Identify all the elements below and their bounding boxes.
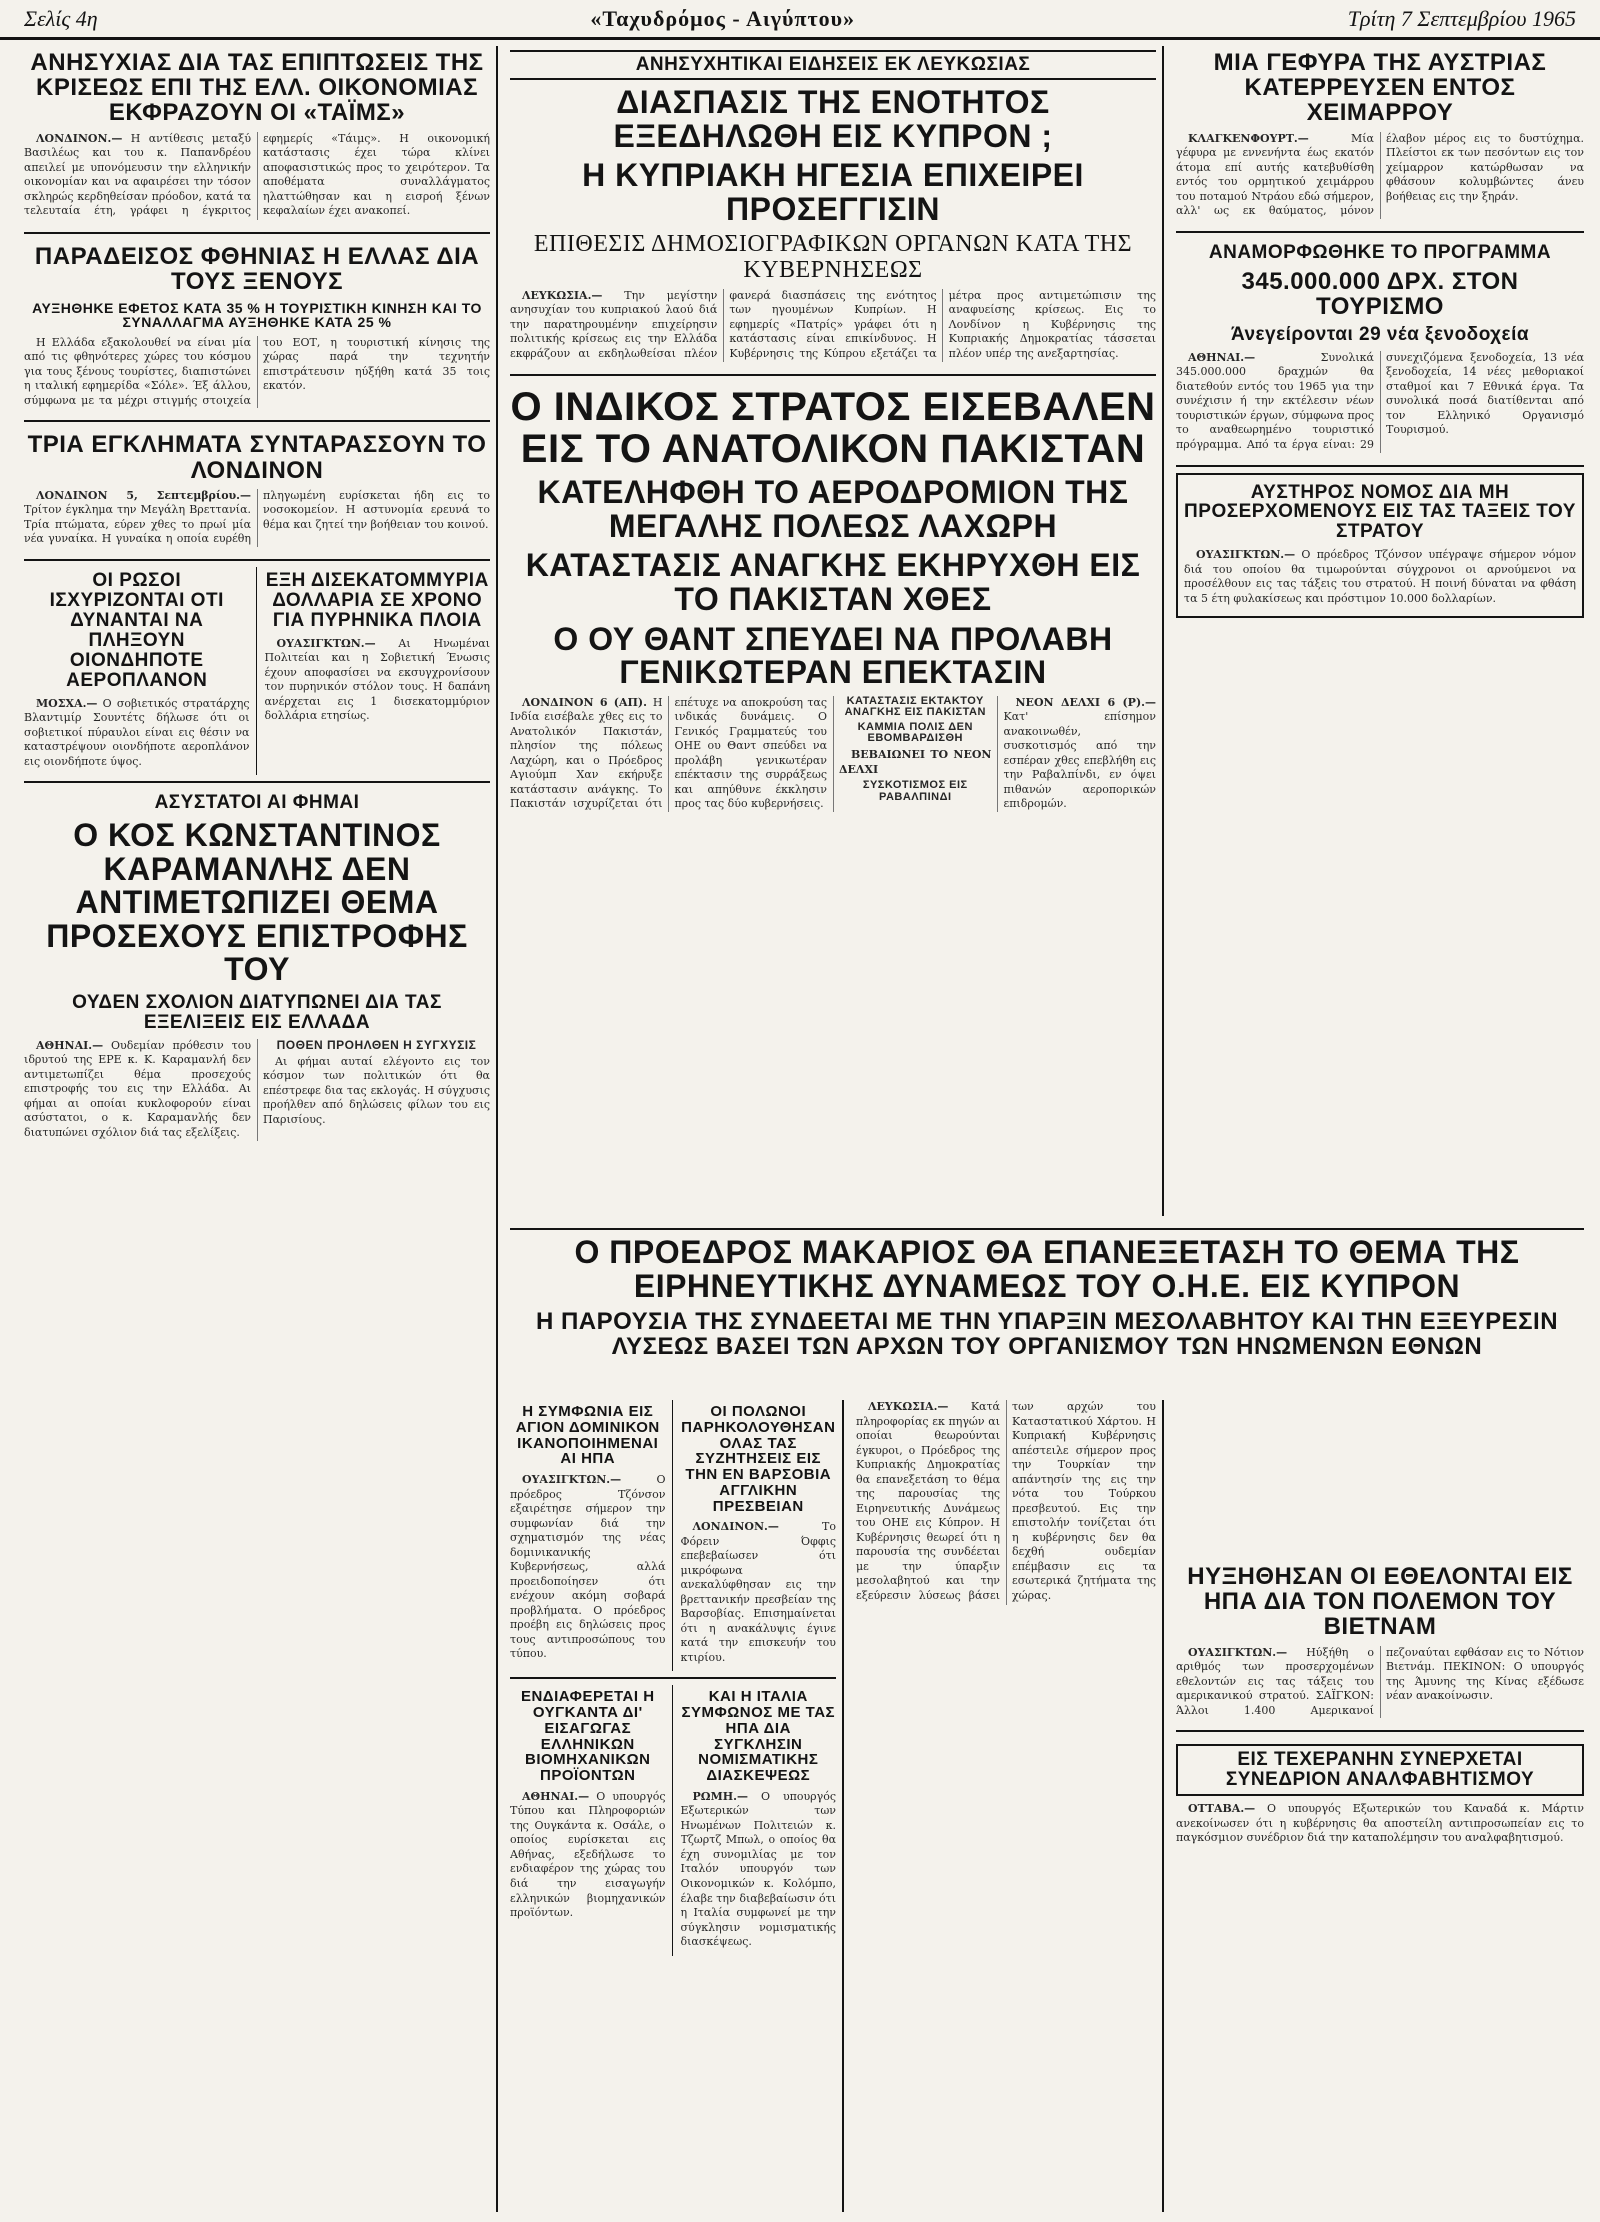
article-text: Η αντίθεσις μεταξύ Βασιλέως και του κ. Παπανδρέου απειλεί με υπονόμευσιν την ελληνικήν οικονομίαν και να αφαιρέσει την τόσον σκληρώς κερδηθείσαν πρόοδον, κατά τα τελευταία έτη, γράφει η έγκριτος εφημερίς «Τάιμς». Η οικονομική κατάστασις έχει τώρα κλίνει αποφασιστικώς προς το χειρότερον. Τα αποθέματα συναλλάγματος ηλαττώθησαν και η εισροή ξένων κεφαλαίων έχει ανακοπεί. <box>24 131 490 218</box>
article-headline: ΑΝΗΣΥΧΙΑΣ ΔΙΑ ΤΑΣ ΕΠΙΠΤΩΣΕΙΣ ΤΗΣ ΚΡΙΣΕΩΣ ΕΠΙ ΤΗΣ ΕΛΛ. ΟΙΚΟΝΟΜΙΑΣ ΕΚΦΡΑΖΟΥΝ ΟΙ «ΤΑΪΜΣ» <box>30 49 484 127</box>
article-headline-2: ΚΑΤΕΛΗΦΘΗ ΤΟ ΑΕΡΟΔΡΟΜΙΟΝ ΤΗΣ ΜΕΓΑΛΗΣ ΠΟΛΕΩΣ ΛΑΧΩΡΗ <box>537 474 1129 544</box>
article-headline-3: ΚΑΤΑΣΤΑΣΙΣ ΑΝΑΓΚΗΣ ΕΚΗΡΥΧΘΗ ΕΙΣ ΤΟ ΠΑΚΙΣΤΑΝ ΧΘΕΣ <box>525 547 1141 618</box>
article-text: Κατ' επίσημον ανακοινωθέν, συσκοτισμός από την εσπέραν χθες επεβλήθη εις την Ραβαλπίνδι, εν όψει πιθανών αεροπορικών επιδρομών. <box>1003 710 1156 811</box>
article-body <box>24 1039 490 1141</box>
article-subheadline: Η ΠΑΡΟΥΣΙΑ ΤΗΣ ΣΥΝΔΕΕΤΑΙ ΜΕ ΤΗΝ ΥΠΑΡΞΙΝ ΜΕΣΟΛΑΒΗΤΟΥ ΚΑΙ ΤΗΝ ΕΞΕΥΡΕΣΙΝ ΛΥΣΕΩΣ ΒΑΣΕΙ ΤΩΝ ΑΡΧΩΝ ΤΟΥ ΟΡΓΑΝΙΣΜΟΥ ΤΩΝ ΗΝΩΜΕΝΩΝ ΕΘΝΩΝ <box>535 1308 1559 1361</box>
article-subheading: ΠΟΘΕΝ ΠΡΟΗΛΘΕΝ Η ΣΥΓΧΥΣΙΣ <box>276 1037 477 1052</box>
dateline: ΛΕΥΚΩΣΙΑ.— <box>868 1400 949 1413</box>
article-headline: Ο ΠΡΟΕΔΡΟΣ ΜΑΚΑΡΙΟΣ ΘΑ ΕΠΑΝΕΞΕΤΑΣΗ ΤΟ ΘΕΜΑ ΤΗΣ ΕΙΡΗΝΕΥΤΙΚΗΣ ΔΥΝΑΜΕΩΣ ΤΟΥ Ο.Η.Ε. ΕΙΣ ΚΥΠΡΟΝ <box>574 1234 1520 1304</box>
article-body <box>510 289 1156 363</box>
article-text: Την μεγίστην ανησυχίαν του κυπριακού λαού διά την παρατηρουμένην επιχείρησιν πολιτικής κρίσεως εις την Ελλάδα εκφράζουν αι εκδηλωθείσαι πλέον φανερά διασπάσεις της ενότητος των ηγουμένων Κυπρίων. Η εφημερίς «Πατρίς» γράφει ότι η κατάστασις είναι επικίνδυνος. Η Κυβέρνησις της Κύπρου εξετάζει τα μέτρα προς αντιμετώπισιν της αναφυείσης κρίσεως. Εις το Λονδίνον η Κυβέρνησις της Κυπριακής Δημοκρατίας τάσσεται πλέον υπέρ της ανεξαρτησίας. <box>510 288 1156 360</box>
dateline: ΡΩΜΗ.— <box>692 1789 748 1803</box>
article-italy-monetary <box>681 1685 837 1955</box>
article-headline: ΗΥΞΗΘΗΣΑΝ ΟΙ ΕΘΕΛΟΝΤΑΙ ΕΙΣ ΗΠΑ ΔΙΑ ΤΟΝ ΠΟΛΕΜΟΝ ΤΟΥ ΒΙΕΤΝΑΜ <box>1187 1563 1573 1641</box>
article-headline: ΟΙ ΠΟΛΩΝΟΙ ΠΑΡΗΚΟΛΟΥΘΗΣΑΝ ΟΛΑΣ ΤΑΣ ΣΥΖΗΤΗΣΕΙΣ ΕΙΣ ΤΗΝ ΕΝ ΒΑΡΣΟΒΙΑ ΑΓΓΛΙΚΗΝ ΠΡΕΣΒΕΙΑΝ <box>681 1403 836 1515</box>
dateline: ΛΟΝΔΙΝΟΝ.— <box>36 131 123 145</box>
right-column <box>1170 46 1590 1216</box>
article-text: Αι φήμαι αυταί ελέγοντο εις τον κόσμον των πολιτικών ότι θα επέστρεφε δια τας εκλογάς. Η σύγχυσις προήλθεν από δηλώσεις φίλων του εις Παρισίους. <box>263 1054 490 1126</box>
dateline: ΝΕΟΝ ΔΕΛΧΙ 6 (Ρ).— <box>1015 695 1156 709</box>
article-text: Αι Ηνωμέναι Πολιτείαι και η Σοβιετική Ένωσις έχουν αποφασίσει να εκσυγχρονίσουν τον πυρηνικόν στόλον τους. Η δαπάνη ανέρχεται εις 1 δισεκατομμύριον δολλάρια ετησίως. <box>264 636 490 723</box>
article-nuclear-ships <box>265 567 491 775</box>
dateline: ΚΛΑΓΚΕΝΦΟΥΡΤ.— <box>1188 131 1309 145</box>
article-text: Ο υπουργός Εξωτερικών του Καναδά κ. Μάρτιν ανεκοίνωσεν ότι η κυβέρνησις θα αποστείλη αντιπροσωπείαν εις το παγκόσμιον συνέδριον διά την καταπολέμησιν του αναλφαβητισμού. <box>1176 1802 1584 1845</box>
dateline: ΟΥΑΣΙΓΚΤΩΝ.— <box>276 636 376 650</box>
article-headline: ΕΝΔΙΑΦΕΡΕΤΑΙ Η ΟΥΓΚΑΝΤΑ ΔΙ' ΕΙΣΑΓΩΓΑΣ ΕΛΛΗΝΙΚΩΝ ΒΙΟΜΗΧΑΝΙΚΩΝ ΠΡΟΪΟΝΤΩΝ <box>520 1688 655 1785</box>
article-tourism-budget <box>1176 239 1584 459</box>
dateline: ΑΘΗΝΑΙ.— <box>1188 350 1256 364</box>
article-text: Ηύξήθη ο αριθμός των προσερχομένων εθελοντών εις τας τάξεις του αμερικανικού στρατού. ΣΑΪΓΚΟΝ: Άλλοι 1.400 Αμερικανοί πεζοναύται εφθάσαν εις το Νότιον Βιετνάμ. ΠΕΚΙΝΟΝ: Ο υπουργός της Άμυνης της Κίνας εξέδωσε νέαν ανακοίνωσιν. <box>1176 1645 1584 1717</box>
article-headline: ΤΡΙΑ ΕΓΚΛΗΜΑΤΑ ΣΥΝΤΑΡΑΣΣΟΥΝ ΤΟ ΛΟΝΔΙΝΟΝ <box>27 431 487 484</box>
dateline: ΛΟΝΔΙΝΟΝ 6 (ΑΠ). <box>522 695 647 709</box>
divider <box>510 374 1156 376</box>
article-subheadline: Άνεγείρονται 29 νέα ξενοδοχεία <box>1230 323 1530 345</box>
center-column <box>504 46 1164 1216</box>
article-headline: ΟΙ ΡΩΣΟΙ ΙΣΧΥΡΙΖΟΝΤΑΙ ΟΤΙ ΔΥΝΑΝΤΑΙ ΝΑ ΠΛΗΞΟΥΝ ΟΙΟΝΔΗΠΟΤΕ ΑΕΡΟΠΛΑΝΟΝ <box>49 569 224 691</box>
article-headline: ΠΑΡΑΔΕΙΣΟΣ ΦΘΗΝΙΑΣ Η ΕΛΛΑΣ ΔΙΑ ΤΟΥΣ ΞΕΝΟΥΣ <box>34 243 480 296</box>
page-label: Σελίς 4η <box>24 5 98 31</box>
article-headline: Ο ΚΟΣ ΚΩΝΣΤΑΝΤΙΝΟΣ ΚΑΡΑΜΑΝΛΗΣ ΔΕΝ ΑΝΤΙΜΕΤΩΠΙΖΕΙ ΘΕΜΑ ΠΡΟΣΕΧΟΥΣ ΕΠΙΣΤΡΟΦΗΣ ΤΟΥ <box>46 817 468 988</box>
article-body <box>1184 548 1576 606</box>
article-text: Η Ινδία εισέβαλε χθες εις το Ανατολικόν Πακιστάν, πλησίον της πόλεως Λαχώρη, και ο Πρόεδρος Αγιούμπ Χαν εκήρυξε κατάστασιν ανάγκης. Το Πακιστάν ισχυρίζεται ότι επέτυχε να αποκρούση τας ινδικάς δυνάμεις. Ο Γενικός Γραμματεύς του ΟΗΕ ου Θαντ σπεύδει να προλάβη γενικωτέραν επέκτασιν της συρράξεως και απηύθυνε έκκλησιν προς τας δύο κυβερνήσεις. <box>510 695 827 811</box>
article-headline: ΑΥΣΤΗΡΟΣ ΝΟΜΟΣ ΔΙΑ ΜΗ ΠΡΟΣΕΡΧΟΜΕΝΟΥΣ ΕΙΣ ΤΑΣ ΤΑΞΕΙΣ ΤΟΥ ΣΤΡΑΤΟΥ <box>1184 481 1576 543</box>
masthead <box>0 0 1600 40</box>
article-text: Ο πρόεδρος Τζόνσον υπέγραψε σήμερον νόμον διά του οποίου θα τιμωρούνται σύγχρονοι οι αρνούμενοι να προσέλθουν εις τας τάξεις του στρατού. Η ποινή δύναται να φθάση τα 5 έτη φυλακίσεως και πρόστιμον 10.000 δολλαρίων. <box>1184 548 1577 605</box>
article-text: Συνολικά 345.000.000 δραχμών θα διατεθούν εντός του 1965 για την συνέχισιν ή την εκτέλεσιν νέων τουριστικών έργων, σύμφωνα προς το αναθεωρημένο τουριστικό πρόγραμμα. Από τα έργα είναι: 29 συνεχιζόμενα ξενοδοχεία, 13 νέα ξενοδοχεία, 14 νέες μεθοριακοί σταθμοί και 7 Εθνικά έργα. Τα συνολικά ποσά διατίθενται από τον Ελληνικό Οργανισμό Τουρισμού. <box>1176 350 1584 451</box>
two-article-row <box>510 1685 836 1955</box>
divider <box>24 559 490 561</box>
article-text: Ουδεμίαν πρόθεσιν του ιδρυτού της ΕΡΕ κ. Κ. Καραμανλή δεν αντιμετωπίζει θέμα προσεχούς επιστροφής του εις την Ελλάδα. Αι φήμαι αι οποίαι κυκλοφορούν είναι ασύστατοι, ο κ. Καραμανλής δεν διατυπώνει σχόλιον διά τας εξελίξεις. <box>24 1038 252 1139</box>
article-kicker: ΑΣΥΣΤΑΤΟΙ ΑΙ ΦΗΜΑΙ <box>154 792 360 814</box>
makarios-body <box>850 1400 1164 2212</box>
article-body <box>856 1400 1156 1605</box>
article-text: Τρίτον έγκλημα την Μεγάλη Βρεττανία. Τρία πτώματα, εύρεν χθες το πρωί μία νέα γυναίκα. Η γυναίκα η οποία ευρέθη πληγωμένη ευρίσκεται ήδη εις το νοσοκομείον. Η αστυνομία ερευνά το θέμα και ζητεί την βοήθειαν του κοινού. <box>24 488 490 546</box>
article-headline: ΜΙΑ ΓΕΦΥΡΑ ΤΗΣ ΑΥΣΤΡΙΑΣ ΚΑΤΕΡΡΕΥΣΕΝ ΕΝΤΟΣ ΧΕΙΜΑΡΡΟΥ <box>1213 49 1547 127</box>
article-headline: ΕΞΗ ΔΙΣΕΚΑΤΟΜΜΥΡΙΑ ΔΟΛΛΑΡΙΑ ΣΕ ΧΡΟΝΟ ΓΙΑ ΠΥΡΗΝΙΚΑ ΠΛΟΙΑ <box>265 569 489 631</box>
article-headline: ΔΙΑΣΠΑΣΙΣ ΤΗΣ ΕΝΟΤΗΤΟΣ ΕΞΕΔΗΛΩΘΗ ΕΙΣ ΚΥΠΡΟΝ ; <box>613 83 1053 154</box>
dateline: ΒΕΒΑΙΩΝΕΙ ΤΟ ΝΕΟΝ ΔΕΛΧΙ <box>839 748 992 776</box>
inset-heading: ΣΥΣΚΟΤΙΣΜΟΣ ΕΙΣ ΡΑΒΑΛΠΙΝΔΙ <box>862 779 968 803</box>
article-kicker: ΑΝΗΣΥΧΗΤΙΚΑΙ ΕΙΔΗΣΕΙΣ ΕΚ ΛΕΥΚΩΣΙΑΣ <box>510 50 1156 80</box>
divider <box>24 781 490 783</box>
article-austria-bridge <box>1176 46 1584 225</box>
article-body <box>24 489 490 547</box>
article-text: Ο σοβιετικός στρατάρχης Βλαντιμίρ Σουντέτς δήλωσε ότι οι σοβιετικοί πύραυλοι είναι εις θέσιν να καταστρέψουν οιονδήποτε αεροπλάνον εις οιονδήποτε ύψος. <box>24 696 250 768</box>
two-article-row <box>510 1400 836 1671</box>
article-text: Ο υπουργός Τύπου και Πληροφοριών της Ουγκάντα κ. Οσάλε, ο οποίος ευρίσκεται εις Αθήνας, εξεδήλωσε το ενδιαφέρον της χώρας του διά την εισαγωγήν ελληνικών βιομηχανικών προϊόντων. <box>510 1789 666 1920</box>
paper-name: «Ταχυδρόμος - Αιγύπτου» <box>590 5 856 31</box>
article-text: Το Φόρειν Όφφις επεβεβαίωσεν ότι μικρόφωνα ανεκαλύφθησαν εις την βρεττανικήν πρεσβείαν της Βαρσοβίας. Επισημαίνεται ότι η ανακάλυψις έγινε κατά την επισκευήν του κτιρίου. <box>680 1520 836 1664</box>
article-body <box>1176 1646 1584 1719</box>
article-poland-embassy <box>681 1400 837 1671</box>
article-body <box>24 336 490 409</box>
article-strict-law <box>1176 473 1584 619</box>
article-body <box>265 637 491 724</box>
article-body <box>510 1473 666 1662</box>
article-karamanlis <box>24 789 490 1146</box>
article-text: Μία γέφυρα με εννενήντα έως εκατόν άτομα επί αυτής κατεβυθίσθη εντός του ορμητικού χειμάρρου του ποταμού Ντράου εδώ σήμερον, αλλ' ως εκ θαύματος, μόνον έλαβον μέρος εις το δυστύχημα. Πλείστοι εκ των πεσόντων εις τον χείμαρρον κατώρθωσαν να φθάσουν κολυμβώντες άνευ βοήθειας εις την ξηράν. <box>1176 131 1584 218</box>
article-body <box>510 696 1156 812</box>
article-text: Ο πρόεδρος Τζόνσον εξαιρέτησε σήμερον την συμφωνίαν διά την σχηματισμόν της νέας δομινικανικής Κυβερνήσεως, αλλά προειδοποίησεν ότι ενέχουν ακόμη σοβαρά προβλήματα. Ο πρόεδρος προέβη εις δηλώσεις προς τους αντιπροσώπους του τύπου. <box>510 1473 666 1661</box>
article-body <box>1176 132 1584 219</box>
dateline: ΛΟΝΔΙΝΟΝ 5, Σεπτεμβρίου.— <box>36 488 251 502</box>
dateline: ΟΥΑΣΙΓΚΤΩΝ.— <box>1188 1645 1288 1659</box>
article-body <box>681 1790 837 1950</box>
article-cyprus-unity <box>510 46 1156 368</box>
center-bottom-left <box>504 1400 844 2212</box>
dateline: ΟΥΑΣΙΓΚΤΩΝ.— <box>522 1473 622 1486</box>
two-article-row <box>24 567 490 775</box>
article-body <box>510 1790 666 1921</box>
article-headline: ΚΑΙ Η ΙΤΑΛΙΑ ΣΥΜΦΩΝΟΣ ΜΕ ΤΑΣ ΗΠΑ ΔΙΑ ΣΥΓΚΛΗΣΙΝ ΝΟΜΙΣΜΑΤΙΚΗΣ ΔΙΑΣΚΕΨΕΩΣ <box>681 1688 836 1785</box>
article-subheadline: ΟΥΔΕΝ ΣΧΟΛΙΟΝ ΔΙΑΤΥΠΩΝΕΙ ΔΙΑ ΤΑΣ ΕΞΕΛΙΞΕΙΣ ΕΙΣ ΕΛΛΑΔΑ <box>72 992 442 1033</box>
divider <box>510 1228 1584 1230</box>
article-india-pakistan <box>510 382 1156 818</box>
article-text: Ο υπουργός Εξωτερικών των Ηνωμένων Πολιτειών κ. Τζωρτζ Μπωλ, ο οποίος θα έχη συνομιλίας με τον Ιταλόν υπουργόν των Οικονομικών κ. Κολόμπο, έλαβε την διαβεβαίωσιν ότι η Ιταλία συμφωνεί με την σύγκλησιν νομισματικής διασκέψεως. <box>680 1789 836 1949</box>
dateline: ΑΘΗΝΑΙ.— <box>36 1038 104 1052</box>
divider <box>1176 1730 1584 1732</box>
article-headline-4: Ο ΟΥ ΘΑΝΤ ΣΠΕΥΔΕΙ ΝΑ ΠΡΟΛΑΒΗ ΓΕΝΙΚΩΤΕΡΑΝ ΕΠΕΚΤΑΣΙΝ <box>553 620 1113 691</box>
right-bottom-column <box>1170 1560 1590 2212</box>
dateline: ΛΟΝΔΙΝΟΝ.— <box>692 1520 779 1534</box>
divider <box>1176 465 1584 467</box>
dateline: ΑΘΗΝΑΙ.— <box>522 1789 590 1803</box>
article-headline: ΕΙΣ ΤΕΧΕΡΑΝΗΝ ΣΥΝΕΡΧΕΤΑΙ ΣΥΝΕΔΡΙΟΝ ΑΝΑΛΦΑΒΗΤΙΣΜΟΥ <box>1176 1744 1584 1796</box>
inset-heading: ΚΑΜΜΙΑ ΠΟΛΙΣ ΔΕΝ ΕΒΟΜΒΑΡΔΙΣΘΗ <box>857 720 973 745</box>
article-london-crimes <box>24 428 490 552</box>
article-body <box>681 1520 837 1665</box>
divider <box>510 1677 836 1679</box>
article-greek-economy <box>24 46 490 226</box>
article-subheadline: ΕΠΙΘΕΣΙΣ ΔΗΜΟΣΙΟΓΡΑΦΙΚΩΝ ΟΡΓΑΝΩΝ ΚΑΤΑ ΤΗΣ ΚΥΒΕΡΝΗΣΕΩΣ <box>533 231 1133 283</box>
article-headline: Ο ΙΝΔΙΚΟΣ ΣΤΡΑΤΟΣ ΕΙΣΕΒΑΛΕΝ ΕΙΣ ΤΟ ΑΝΑΤΟΛΙΚΟΝ ΠΑΚΙΣΤΑΝ <box>510 385 1156 472</box>
article-vietnam-volunteers <box>1176 1560 1584 1724</box>
dateline: ΟΥΑΣΙΓΚΤΩΝ.— <box>1196 548 1296 562</box>
issue-date: Τρίτη 7 Σεπτεμβρίου 1965 <box>1347 5 1576 31</box>
makarios-headline-block <box>504 1222 1590 1366</box>
article-body <box>24 697 250 770</box>
article-tehran-congress <box>1176 1738 1584 1851</box>
article-tourism-cheap <box>24 240 490 414</box>
article-subheadline: ΑΥΞΗΘΗΚΕ ΕΦΕΤΟΣ ΚΑΤΑ 35 % Η ΤΟΥΡΙΣΤΙΚΗ ΚΙΝΗΣΗ ΚΑΙ ΤΟ ΣΥΝΑΛΛΑΓΜΑ ΑΥΞΗΘΗΚΕ ΚΑΤΑ 25 % <box>32 299 482 331</box>
article-body <box>1176 351 1584 453</box>
article-headline-2: Η ΚΥΠΡΙΑΚΗ ΗΓΕΣΙΑ ΕΠΙΧΕΙΡΕΙ ΠΡΟΣΕΓΓΙΣΙΝ <box>582 157 1084 227</box>
article-text: Η Ελλάδα εξακολουθεί να είναι μία από τις φθηνότερες χώρες του κόσμου για τους ξένους τουρίστες, διαπιστώνει η ιταλική εφημερίδα «Σόλε». Έξ άλλου, σύμφωνα με τα μέχρι στιγμής στοιχεία του ΕΟΤ, η τουριστική κίνησις της χώρας παρά την τεχνητήν επιστράτευσιν ηύξήθη κατά 35 τοις εκατόν. <box>24 335 490 407</box>
article-uganda <box>510 1685 673 1955</box>
article-body <box>1176 1802 1584 1846</box>
left-column <box>18 46 498 2212</box>
divider <box>24 420 490 422</box>
article-kicker: ΑΝΑΜΟΡΦΩΘΗΚΕ ΤΟ ΠΡΟΓΡΑΜΜΑ <box>1208 241 1552 263</box>
article-dominican <box>510 1400 673 1671</box>
article-soviet-missiles <box>24 567 257 775</box>
inset-heading: ΚΑΤΑΣΤΑΣΙΣ ΕΚΤΑΚΤΟΥ ΑΝΑΓΚΗΣ ΕΙΣ ΠΑΚΙΣΤΑΝ <box>844 694 986 719</box>
article-headline: 345.000.000 ΔΡΧ. ΣΤΟΝ ΤΟΥΡΙΣΜΟ <box>1241 267 1519 320</box>
divider <box>24 232 490 234</box>
dateline: ΛΕΥΚΩΣΙΑ.— <box>522 288 603 302</box>
divider <box>1176 231 1584 233</box>
article-text: Κατά πληροφορίας εκ πηγών αι οποίαι θεωρούνται έγκυροι, ο Πρόεδρος της Κυπριακής Δημοκρατίας θα επανεξετάση το θέμα της παρουσίας της Ειρηνευτικής Δυνάμεως του ΟΗΕ εις Κύπρον. Η Κυβέρνησις θεωρεί ότι η παρουσία της συνδέεται με την ύπαρξιν μεσολαβητού και την εξεύρεσιν λύσεως βάσει των αρχών του Καταστατικού Χάρτου. Η Κυπριακή Κυβέρνησις απέστειλε σήμερον προς την Τουρκίαν την απάντησίν της εις την νότα του Τούρκου πρεσβευτού. Εις την επιστολήν τονίζεται ότι η κυβέρνησις δεν θα δεχθή ουδεμίαν επέμβασιν εις τα εσωτερικά ζητήματα της χώρας. <box>856 1400 1156 1602</box>
article-headline: Η ΣΥΜΦΩΝΙΑ ΕΙΣ ΑΓΙΟΝ ΔΟΜΙΝΙΚΟΝ ΙΚΑΝΟΠΟΙΗΜΕΝΑΙ ΑΙ ΗΠΑ <box>515 1403 660 1468</box>
article-body <box>24 132 490 221</box>
dateline: ΜΟΣΧΑ.— <box>36 696 98 710</box>
dateline: ΟΤΤΑΒΑ.— <box>1188 1802 1256 1816</box>
